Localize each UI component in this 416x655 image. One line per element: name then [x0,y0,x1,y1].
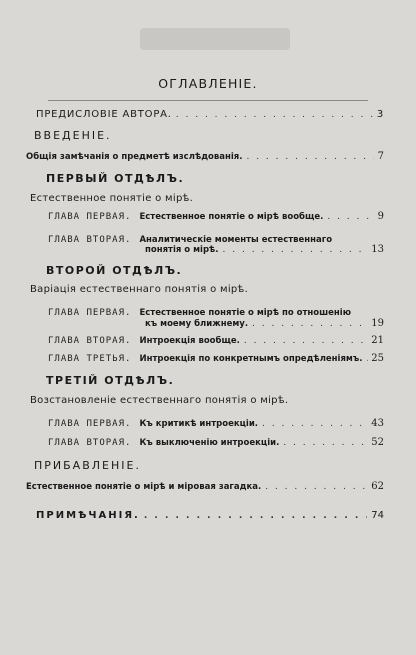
chapter-label: ГЛАВА ПЕРВАЯ. [48,308,132,318]
chapter-title: Естественное понятіе о мірѣ вообще. [139,212,324,222]
page-number: 62 [371,481,384,492]
chapter-title: Интроекція вообще. [139,336,240,346]
chapter-label: ГЛАВА ПЕРВАЯ. [48,212,132,222]
page-number: 9 [377,211,384,222]
toc-entry-part1-ch1 [48,211,384,222]
toc-entry-appendix [26,481,384,492]
page-number: 19 [371,318,384,329]
dot-leader [252,319,367,329]
section-heading-appendix: ПРИБАВЛЕНІЕ. [34,459,141,472]
page-number: 43 [371,418,384,429]
entry-label: ПРИМѢЧАНІЯ. [36,510,140,521]
divider [48,100,368,101]
page-number: 74 [371,510,384,521]
dot-leader [223,245,368,255]
page-smudge [140,28,290,50]
section-heading-part1: ПЕРВЫЙ ОТДѢЛЪ. [46,172,185,185]
section-heading-part3: ТРЕТІЙ ОТДѢЛЪ. [46,374,175,387]
entry-label: Общія замѣчанія о предметѣ изслѣдованія. [26,152,243,162]
toc-entry-preface [36,109,384,120]
dot-leader [327,212,373,222]
dot-leader [367,354,368,364]
chapter-title-cont: къ моему ближнему. [145,319,249,329]
toc-entry-part2-ch3 [48,353,384,364]
section-subtitle-part3: Возстановленіе естественнаго понятія о мірѣ. [30,395,289,406]
chapter-label: ГЛАВА ПЕРВАЯ. [48,419,132,429]
page-number: 25 [371,353,384,364]
toc-entry-part3-ch2 [48,437,384,448]
chapter-label: ГЛАВА ВТОРАЯ. [48,235,132,245]
entry-label: Естественное понятіе о мірѣ и міровая загадка. [26,482,262,492]
dot-leader [283,438,367,448]
toc-entry-part3-ch1 [48,418,384,429]
section-subtitle-part1: Естественное понятіе о мірѣ. [30,193,194,204]
toc-entry-part2-ch1-cont [145,318,384,329]
page-number: 13 [371,244,384,255]
section-subtitle-part2: Варіація естественнаго понятія о мірѣ. [30,284,249,295]
dot-leader [262,419,367,429]
page-number: 3 [376,109,384,120]
toc-entry-part1-ch2-cont [145,244,384,255]
page-number: 21 [371,335,384,346]
chapter-title-cont: понятія о мірѣ. [145,245,219,255]
chapter-title: Естественное понятіе о мірѣ по отношенію [139,308,351,318]
toc-entry-part2-ch2 [48,335,384,346]
section-heading-part2: ВТОРОЙ ОТДѢЛЪ. [46,264,183,277]
toc-entry-notes [36,510,384,521]
toc-entry-part2-ch1 [48,307,384,318]
dot-leader [265,482,367,492]
page-title: ОГЛАВЛЕНІЕ. [158,76,258,91]
chapter-title: Аналитическіе моменты естественнаго [139,235,333,245]
chapter-title: Къ выключенію интроекціи. [139,438,280,448]
entry-label: ПРЕДИСЛОВІЕ АВТОРА. [36,109,172,120]
toc-entry-intro [26,151,384,162]
page-number: 52 [371,437,384,448]
dot-leader [246,152,373,162]
section-heading-intro: ВВЕДЕНІЕ. [34,129,112,142]
chapter-label: ГЛАВА ВТОРАЯ. [48,438,132,448]
dot-leader [144,511,367,521]
chapter-label: ГЛАВА ВТОРАЯ. [48,336,132,346]
page-number: 7 [377,151,384,162]
chapter-title: Интроекція по конкретнымъ опредѣленіямъ. [139,354,363,364]
dot-leader [176,110,373,120]
dot-leader [244,336,367,346]
chapter-title: Къ критикѣ интроекціи. [139,419,259,429]
chapter-label: ГЛАВА ТРЕТЬЯ. [48,354,132,364]
